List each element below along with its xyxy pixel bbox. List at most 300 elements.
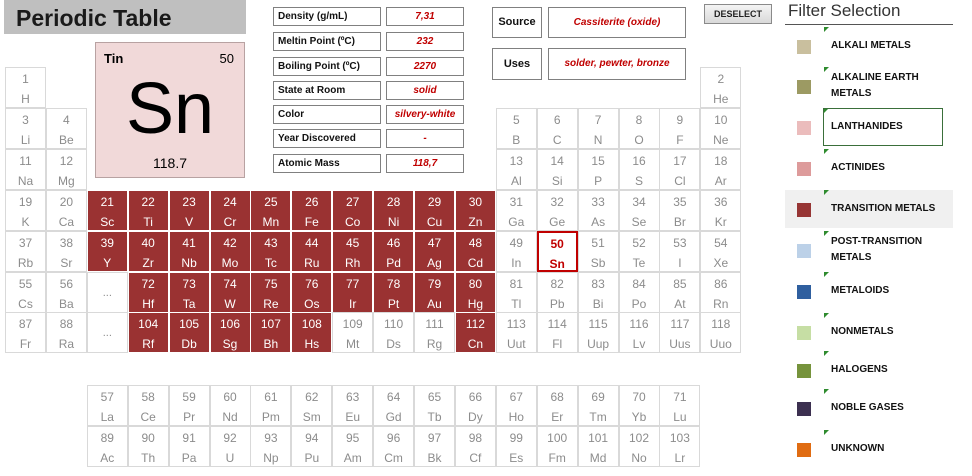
element-symbol: Eu [345,410,361,424]
element-number: 41 [182,235,196,250]
element-cell-lr[interactable] [659,426,700,467]
element-cell-placeholder [87,272,128,313]
element-number: 77 [346,276,360,291]
element-cell-gd[interactable] [373,385,414,426]
element-number: 36 [714,194,728,209]
element-cell-uup[interactable] [578,312,619,353]
element-number: 55 [18,276,33,291]
element-symbol: V [185,214,194,229]
element-symbol: Uus [669,337,691,352]
element-cell-ar[interactable] [700,149,741,190]
property-value-density: 7,31 [386,7,464,26]
element-cell-ru[interactable] [291,231,332,272]
element-cell-ra[interactable] [46,312,87,353]
element-number: 33 [591,194,605,209]
element-symbol: Dy [468,410,483,424]
element-cell-p[interactable] [578,149,619,190]
element-cell-v[interactable] [169,190,210,231]
element-cell-md[interactable] [578,426,619,467]
element-number: 17 [673,153,687,168]
element-cell-ds[interactable] [373,312,414,353]
element-symbol: Te [632,255,646,270]
element-symbol: Ag [427,255,442,270]
element-cell-si[interactable] [537,149,578,190]
element-number: 1 [22,72,29,86]
element-number: 84 [632,276,646,291]
element-cell-he[interactable] [700,67,741,108]
element-number: 86 [714,276,728,291]
element-number: 31 [509,194,523,209]
element-cell-ho[interactable] [496,385,537,426]
element-cell-k[interactable] [5,190,46,231]
element-cell-ti[interactable] [128,190,169,231]
property-value-year-discovered: - [386,129,464,148]
alkaline-earth-metals-swatch [797,80,811,94]
element-cell-lu[interactable] [659,385,700,426]
element-number: 38 [59,235,74,250]
element-cell-fl[interactable] [537,312,578,353]
element-symbol: B [512,132,521,147]
filter-label: ALKALI METALS [831,40,911,51]
filter-label: HALOGENS [831,364,888,375]
element-cell-rn[interactable] [700,272,741,313]
element-symbol: Ge [549,214,566,229]
element-symbol: Np [263,450,279,465]
element-cell-s[interactable] [619,149,660,190]
element-cell-cf[interactable] [455,426,496,467]
element-number: 96 [386,430,401,445]
element-cell-es[interactable] [496,426,537,467]
element-symbol: Pu [304,450,320,465]
element-cell-ni[interactable] [373,190,414,231]
element-number: 23 [182,194,196,209]
element-cell-re[interactable] [250,272,291,313]
element-number: 60 [223,390,237,404]
element-cell-f[interactable] [659,108,700,149]
element-symbol: Cf [469,450,482,465]
element-number: 27 [346,194,360,209]
element-number: 5 [512,112,520,127]
element-cell-rh[interactable] [332,231,373,272]
filter-label: NONMETALS [831,326,894,337]
element-cell-mn[interactable] [250,190,291,231]
element-cell-hg[interactable] [455,272,496,313]
element-number: 112 [465,317,485,332]
element-symbol: Ar [714,173,727,188]
note-marker-icon [824,231,829,236]
filter-post-transition-metals[interactable] [785,231,953,269]
element-number: 78 [386,276,401,291]
element-symbol: Rf [142,337,155,352]
element-cell-ge[interactable] [537,190,578,231]
element-cell-nb[interactable] [169,231,210,272]
property-label-year-discovered: Year Discovered [273,129,381,148]
element-number: 62 [305,390,319,404]
element-cell-nd[interactable] [210,385,251,426]
element-cell-la[interactable] [87,385,128,426]
filter-label: METALOIDS [831,285,890,296]
element-cell-bi[interactable] [578,272,619,313]
element-cell-uus[interactable] [659,312,700,353]
property-value-color: silvery-white [386,105,464,124]
element-number: 70 [632,390,646,404]
element-cell-yb[interactable] [619,385,660,426]
element-cell-sm[interactable] [291,385,332,426]
element-symbol: Mo [221,255,239,270]
element-symbol: Uut [506,337,526,352]
element-cell-no[interactable] [619,426,660,467]
filter-transition-metals[interactable] [785,190,953,228]
element-number: 95 [346,430,360,445]
filter-unknown[interactable] [785,430,953,468]
element-number: 21 [100,194,114,209]
filter-alkali-metals[interactable] [785,27,953,65]
element-symbol: Yb [631,410,647,424]
element-cell-as[interactable] [578,190,619,231]
element-symbol: Rh [345,255,361,270]
element-cell-cs[interactable] [5,272,46,313]
element-symbol: Lu [673,410,687,424]
element-cell-ba[interactable] [46,272,87,313]
element-symbol: Ru [304,255,320,270]
element-cell-te[interactable] [619,231,660,272]
element-number: 4 [63,112,70,127]
element-cell-lv[interactable] [619,312,660,353]
element-number: 74 [223,276,237,291]
element-cell-au[interactable] [414,272,455,313]
transition-metals-swatch [797,203,811,217]
note-marker-icon [824,190,829,195]
element-cell-sg[interactable] [210,312,251,353]
element-number: 100 [547,430,568,445]
element-cell-hs[interactable] [291,312,332,353]
element-cell-db[interactable] [169,312,210,353]
element-symbol: Cn [467,337,484,352]
element-number: 75 [264,276,278,291]
element-number: 3 [22,112,29,127]
element-cell-at[interactable] [659,272,700,313]
element-cell-sn[interactable] [537,231,578,272]
element-cell-pa[interactable] [169,426,210,467]
element-cell-bk[interactable] [414,426,455,467]
element-number: 107 [260,317,281,332]
element-cell-mg[interactable] [46,149,87,190]
element-number: 76 [305,276,319,291]
element-symbol: Nd [222,410,238,424]
element-cell-in[interactable] [496,231,537,272]
element-number: 69 [591,390,605,404]
element-symbol: Kr [714,214,727,229]
element-cell-tl[interactable] [496,272,537,313]
element-symbol: Ho [508,410,524,424]
selected-element-number: 50 [219,51,234,66]
element-cell-pd[interactable] [373,231,414,272]
element-cell-bh[interactable] [250,312,291,353]
element-number: 113 [506,317,526,332]
note-marker-icon [824,313,829,318]
element-symbol: N [593,132,603,147]
uses-value: solder, pewter, bronze [548,48,686,80]
halogens-swatch [797,364,811,378]
element-cell-u[interactable] [210,426,251,467]
lanthanides-swatch [797,121,811,135]
element-cell-co[interactable] [332,190,373,231]
note-marker-icon [824,67,829,72]
element-number: 47 [427,235,442,250]
element-cell-sc[interactable] [87,190,128,231]
element-number: 85 [673,276,687,291]
element-number: 88 [59,317,74,332]
element-symbol: Y [103,255,112,270]
filter-actinides[interactable] [785,149,953,187]
element-cell-ag[interactable] [414,231,455,272]
element-symbol: I [678,255,682,270]
element-symbol: Uuo [709,337,732,352]
element-cell-cu[interactable] [414,190,455,231]
filter-label: ALKALINE EARTH METALS [831,72,919,99]
element-cell-rf[interactable] [128,312,169,353]
element-number: 19 [18,194,33,209]
element-cell-be[interactable] [46,108,87,149]
element-cell-fr[interactable] [5,312,46,353]
element-number: 54 [714,235,728,250]
element-cell-ga[interactable] [496,190,537,231]
property-value-boiling-point: 2270 [386,57,464,76]
element-symbol: Re [263,296,279,311]
element-number: 26 [305,194,319,209]
deselect-button[interactable]: DESELECT [704,4,772,24]
element-cell-mo[interactable] [210,231,251,272]
element-cell-pm[interactable] [250,385,291,426]
element-cell-y[interactable] [87,231,128,272]
element-cell-pu[interactable] [291,426,332,467]
element-symbol: S [634,173,643,188]
filter-divider [785,24,953,25]
element-cell-ca[interactable] [46,190,87,231]
element-number: 15 [591,153,605,168]
element-cell-sb[interactable] [578,231,619,272]
element-cell-ne[interactable] [700,108,741,149]
element-cell-na[interactable] [5,149,46,190]
element-cell-fe[interactable] [291,190,332,231]
element-number: 115 [588,317,608,332]
element-symbol: Er [551,410,564,424]
element-cell-zn[interactable] [455,190,496,231]
filter-lanthanides[interactable] [785,108,953,146]
element-symbol: F [676,132,684,147]
element-cell-br[interactable] [659,190,700,231]
element-number: 58 [141,390,155,404]
element-number: 111 [425,317,444,332]
element-symbol: O [634,132,644,147]
element-symbol: Sm [302,410,321,424]
element-number: 89 [100,430,114,445]
property-label-boiling-point: Boiling Point (ºC) [273,57,381,76]
element-symbol: Tm [589,410,607,424]
filter-label: ACTINIDES [831,162,885,173]
element-symbol: Fl [552,337,563,352]
element-cell-xe[interactable] [700,231,741,272]
selected-element-card [95,42,245,178]
element-cell-pb[interactable] [537,272,578,313]
element-cell-hf[interactable] [128,272,169,313]
filter-alkaline-earth-metals[interactable] [785,67,953,105]
element-cell-er[interactable] [537,385,578,426]
element-number: 13 [509,153,523,168]
element-cell-li[interactable] [5,108,46,149]
element-symbol: Rn [713,296,729,311]
element-number: 40 [141,235,155,250]
element-cell-pr[interactable] [169,385,210,426]
element-symbol: Li [20,132,31,147]
note-marker-icon [824,351,829,356]
element-symbol: Au [427,296,442,311]
element-cell-uut[interactable] [496,312,537,353]
filter-metaloids[interactable] [785,272,953,310]
element-number: 12 [59,153,74,168]
element-number: 65 [427,390,442,404]
element-cell-ac[interactable] [87,426,128,467]
element-cell-ta[interactable] [169,272,210,313]
element-symbol: Fe [304,214,319,229]
element-number: 63 [346,390,360,404]
element-symbol: As [591,214,606,229]
element-cell-cr[interactable] [210,190,251,231]
actinides-swatch [797,162,811,176]
property-label-atomic-mass: Atomic Mass [273,154,381,173]
element-cell-b[interactable] [496,108,537,149]
filter-title: Filter Selection [788,1,901,20]
element-symbol: Zn [468,214,483,229]
element-cell-os[interactable] [291,272,332,313]
element-number: 10 [714,112,728,127]
element-cell-zr[interactable] [128,231,169,272]
element-symbol: Cs [18,296,33,311]
element-number: 59 [182,390,196,404]
filter-noble-gases[interactable] [785,389,953,427]
element-number: 8 [635,112,643,127]
element-cell-pt[interactable] [373,272,414,313]
element-cell-cd[interactable] [455,231,496,272]
note-marker-icon [824,430,829,435]
element-number: 73 [182,276,196,291]
element-cell-i[interactable] [659,231,700,272]
element-symbol: Ca [58,214,75,229]
element-number: 80 [468,276,483,291]
filter-label: TRANSITION METALS [831,203,936,214]
element-cell-n[interactable] [578,108,619,149]
element-number: 30 [468,194,483,209]
element-cell-al[interactable] [496,149,537,190]
element-cell-rb[interactable] [5,231,46,272]
element-symbol: No [631,450,647,465]
element-cell-se[interactable] [619,190,660,231]
element-number: 18 [714,153,728,168]
element-symbol: Fr [19,337,32,352]
element-symbol: Th [141,450,156,465]
element-symbol: Bk [427,450,442,465]
element-cell-th[interactable] [128,426,169,467]
element-symbol: Cm [384,450,403,465]
element-cell-c[interactable] [537,108,578,149]
element-cell-tm[interactable] [578,385,619,426]
element-symbol: Cd [467,255,484,270]
element-cell-sr[interactable] [46,231,87,272]
element-number: 25 [264,194,278,209]
element-number: 32 [550,194,564,209]
element-cell-w[interactable] [210,272,251,313]
element-number: 94 [305,430,319,445]
element-cell-ce[interactable] [128,385,169,426]
element-number: 67 [509,390,523,404]
element-symbol: Md [589,450,607,465]
element-symbol: Si [551,173,563,188]
element-cell-po[interactable] [619,272,660,313]
element-cell-eu[interactable] [332,385,373,426]
element-symbol: Sc [100,214,115,229]
element-cell-cn[interactable] [455,312,496,353]
element-cell-kr[interactable] [700,190,741,231]
element-cell-cl[interactable] [659,149,700,190]
filter-halogens[interactable] [785,351,953,389]
nonmetals-swatch [797,326,811,340]
element-cell-ir[interactable] [332,272,373,313]
element-number: 99 [509,430,523,445]
source-label: Source [492,7,542,38]
element-number: 56 [59,276,74,291]
element-symbol: P [594,173,603,188]
element-symbol: Ir [349,296,357,311]
element-cell-dy[interactable] [455,385,496,426]
element-cell-cm[interactable] [373,426,414,467]
element-number: 103 [669,430,690,445]
element-cell-tc[interactable] [250,231,291,272]
filter-nonmetals[interactable] [785,313,953,351]
element-symbol: Ba [59,296,74,311]
element-number: 11 [19,153,32,168]
element-cell-o[interactable] [619,108,660,149]
property-label-melting-point: Meltin Point (ºC) [273,32,381,51]
element-number: 14 [550,153,564,168]
element-symbol: Co [345,214,361,229]
element-symbol: Db [181,337,197,352]
element-number: 82 [550,276,564,291]
element-number: 118 [711,317,731,332]
element-symbol: Es [509,450,524,465]
element-symbol: Po [631,296,647,311]
element-symbol: Bi [592,296,604,311]
element-number: 16 [632,153,646,168]
element-number: 109 [342,317,363,332]
element-cell-rg[interactable] [414,312,455,353]
element-number: 92 [223,430,237,445]
element-number: 79 [427,276,442,291]
element-number: 101 [588,430,609,445]
element-number: 43 [264,235,278,250]
element-cell-mt[interactable] [332,312,373,353]
element-cell-h[interactable] [5,67,46,108]
element-symbol: Tb [427,410,442,424]
element-symbol: ... [102,327,112,340]
element-number: 46 [386,235,401,250]
element-cell-am[interactable] [332,426,373,467]
element-cell-tb[interactable] [414,385,455,426]
element-cell-np[interactable] [250,426,291,467]
element-symbol: ... [102,286,112,299]
element-cell-fm[interactable] [537,426,578,467]
element-symbol: Sb [590,255,606,270]
element-cell-uuo[interactable] [700,312,741,353]
